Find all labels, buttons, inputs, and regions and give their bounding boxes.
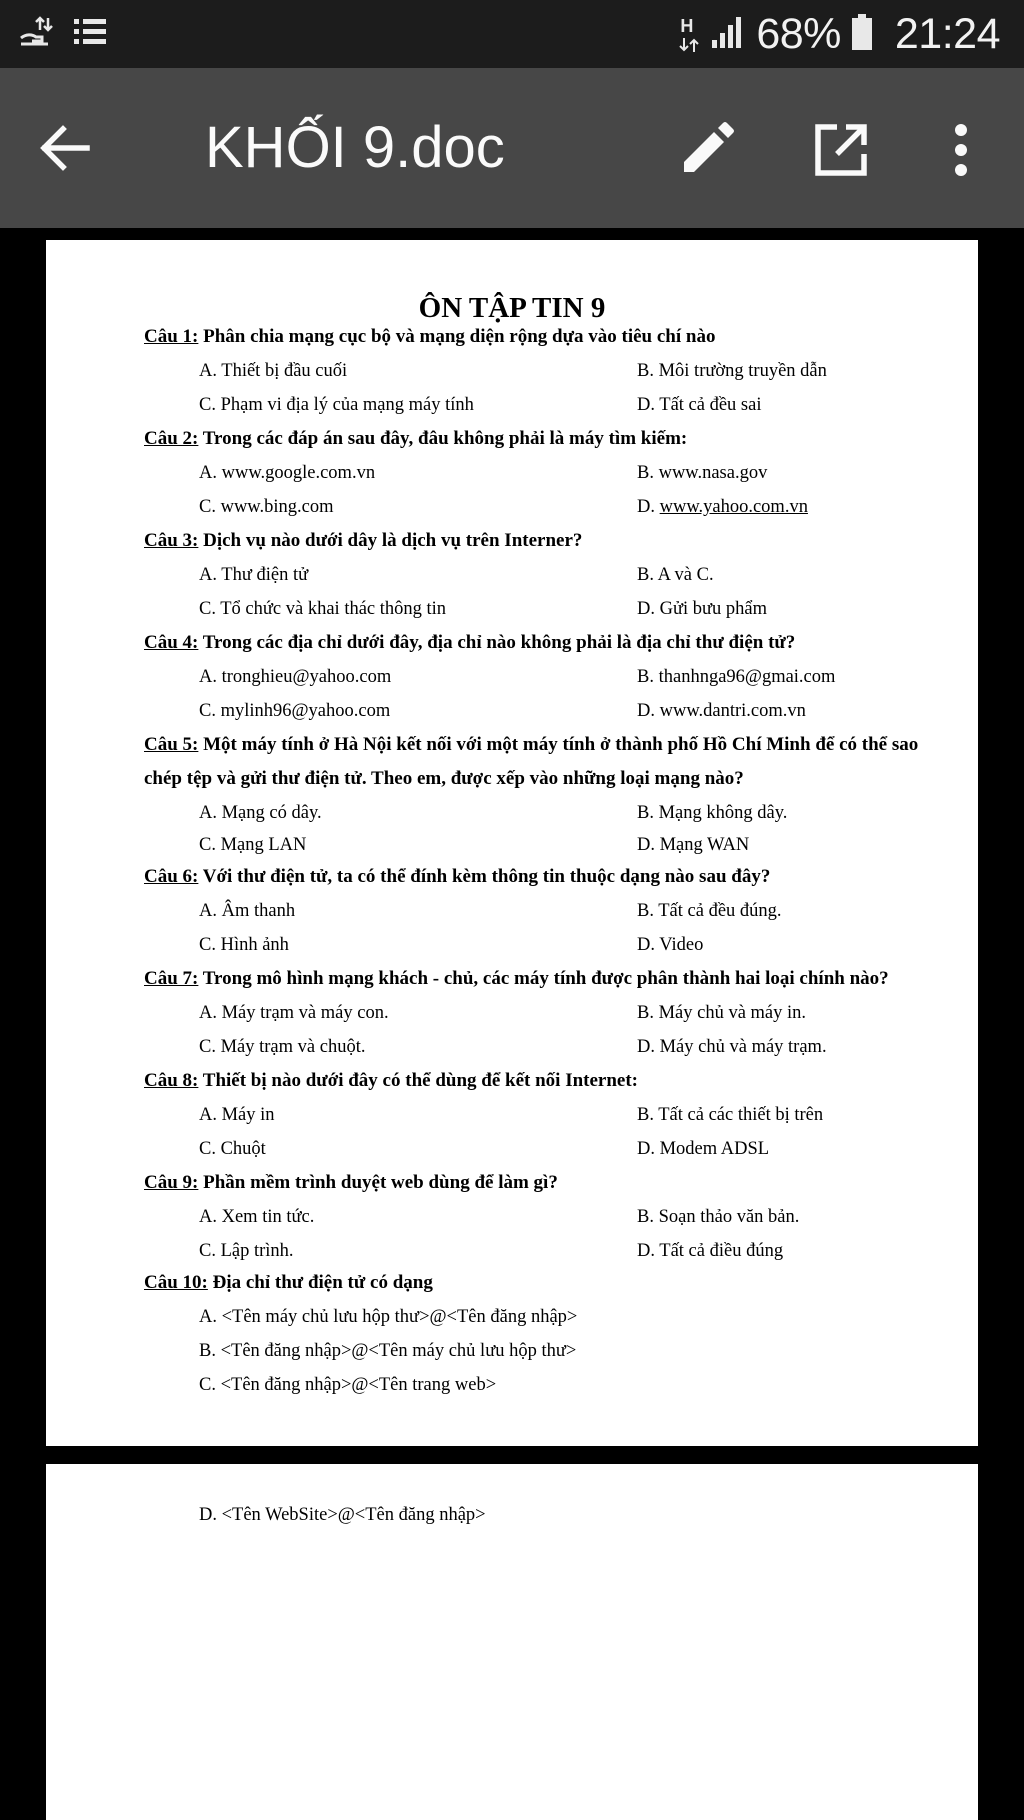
back-arrow-icon — [39, 124, 91, 172]
question-number: Câu 8: — [144, 1070, 199, 1091]
answer-b: B. Mạng không dây. — [637, 803, 788, 823]
answer-b: B. Máy chủ và máy in. — [637, 1003, 807, 1023]
question-3 — [144, 524, 934, 558]
status-left-icons — [18, 14, 108, 55]
question-text: Trong mô hình mạng khách - chủ, các máy tính được phân thành hai loại chính nào? — [198, 968, 889, 989]
battery-icon — [851, 13, 873, 56]
answer-c: C. mylinh96@yahoo.com — [199, 701, 391, 721]
answer-c: C. Máy trạm và chuột. — [199, 1037, 366, 1057]
question-2 — [144, 422, 934, 456]
edit-button[interactable] — [670, 114, 742, 186]
question-number: Câu 3: — [144, 530, 199, 551]
signal-strength-icon — [710, 14, 746, 55]
question-text: Với thư điện tử, ta có thể đính kèm thông tin thuộc dạng nào sau đây? — [198, 866, 771, 887]
document-page — [46, 240, 978, 1446]
question-text: Trong các địa chỉ dưới đây, địa chỉ nào không phải là địa chỉ thư điện tử? — [198, 632, 796, 653]
question-10 — [144, 1266, 934, 1300]
answer-a: A. Thiết bị đầu cuối — [199, 361, 348, 381]
question-number: Câu 1: — [144, 326, 199, 347]
open-in-new-icon — [813, 122, 869, 178]
answer-a: A. Máy in — [199, 1105, 275, 1125]
answer-b: B. Tất cả các thiết bị trên — [637, 1105, 824, 1125]
answer-b: B. <Tên đăng nhập>@<Tên máy chủ lưu hộp thư> — [199, 1341, 577, 1361]
answer-d: D. www.dantri.com.vn — [637, 701, 806, 721]
question-7 — [144, 962, 934, 996]
answer-d: D. Modem ADSL — [637, 1139, 770, 1159]
answer-d: D. Tất cả đều sai — [637, 395, 762, 415]
answer-b: B. Soạn thảo văn bản. — [637, 1207, 800, 1227]
list-notification-icon — [72, 14, 108, 55]
question-5 — [144, 728, 934, 796]
question-4 — [144, 626, 934, 660]
answer-a: A. Máy trạm và máy con. — [199, 1003, 389, 1023]
pencil-icon — [676, 120, 736, 180]
question-6 — [144, 860, 934, 894]
question-text: Trong các đáp án sau đây, đâu không phải là máy tìm kiếm: — [198, 428, 688, 449]
answer-c: C. Hình ảnh — [199, 935, 289, 955]
clock: 21:24 — [894, 9, 1000, 58]
answer-d: D. <Tên WebSite>@<Tên đăng nhập> — [199, 1505, 486, 1525]
answer-d-prefix: D. — [637, 497, 660, 517]
question-9 — [144, 1166, 934, 1200]
answer-a: A. Mạng có dây. — [199, 803, 322, 823]
document-title: KHỐI 9.doc — [205, 115, 505, 180]
question-number: Câu 6: — [144, 866, 199, 887]
question-text: Dịch vụ nào dưới dây là dịch vụ trên Interner? — [198, 530, 583, 551]
answer-b: B. thanhnga96@gmai.com — [637, 667, 836, 687]
answer-c: C. Phạm vi địa lý của mạng máy tính — [199, 395, 474, 415]
answer-d: D. Video — [637, 935, 704, 955]
answer-c: C. Mạng LAN — [199, 835, 307, 855]
question-number: Câu 7: — [144, 968, 199, 989]
question-number: Câu 5: — [144, 734, 199, 755]
document-heading: ÔN TẬP TIN 9 — [418, 292, 606, 324]
answer-a: A. tronghieu@yahoo.com — [199, 667, 392, 687]
download-notification-icon — [18, 14, 54, 55]
answer-d: D. Tất cả điều đúng — [637, 1241, 784, 1261]
network-type-label: H — [680, 16, 694, 36]
answer-d: D. Mạng WAN — [637, 835, 750, 855]
answer-a: A. Thư điện tử — [199, 565, 309, 585]
document-page — [46, 1464, 978, 1820]
question-text: Một máy tính ở Hà Nội kết nối với một máy tính ở thành phố Hồ Chí Minh để có thể sao chép tệp và gửi thư điện tử. Theo em, được xếp vào những loại mạng nào? — [144, 734, 919, 789]
answer-d: D. Gửi bưu phẩm — [637, 599, 768, 619]
answer-c: C. Tổ chức và khai thác thông tin — [199, 599, 447, 619]
answer-a: A. Âm thanh — [199, 901, 296, 921]
answer-a: A. Xem tin tức. — [199, 1207, 315, 1227]
answer-d: D. Máy chủ và máy trạm. — [637, 1037, 827, 1057]
answer-a: A. www.google.com.vn — [199, 463, 376, 483]
question-number: Câu 10: — [144, 1272, 208, 1293]
app-bar — [0, 68, 1024, 228]
more-vert-icon — [951, 122, 971, 178]
status-right-icons — [678, 8, 1000, 60]
answer-b: B. Tất cả đều đúng. — [637, 901, 782, 921]
question-text: Địa chỉ thư điện tử có dạng — [207, 1272, 433, 1293]
question-8 — [144, 1064, 934, 1098]
answer-d-link[interactable]: www.yahoo.com.vn — [659, 497, 808, 517]
open-in-new-button[interactable] — [805, 114, 877, 186]
answer-d — [637, 490, 808, 524]
question-text: Phân chia mạng cục bộ và mạng diện rộng dựa vào tiêu chí nào — [198, 326, 716, 347]
battery-percent: 68% — [756, 9, 841, 58]
question-number: Câu 9: — [144, 1172, 199, 1193]
answer-c: C. <Tên đăng nhập>@<Tên trang web> — [199, 1375, 497, 1395]
status-bar — [0, 0, 1024, 68]
document-viewer[interactable] — [0, 228, 1024, 1820]
question-1 — [144, 320, 934, 354]
answer-c: C. Lập trình. — [199, 1241, 294, 1261]
answer-c: C. Chuột — [199, 1139, 266, 1159]
question-number: Câu 2: — [144, 428, 199, 449]
network-type-icon — [678, 14, 700, 54]
answer-c: C. www.bing.com — [199, 497, 334, 517]
back-button[interactable] — [30, 118, 100, 178]
answer-b: B. Môi trường truyền dẫn — [637, 361, 827, 381]
more-options-button[interactable] — [925, 114, 997, 186]
answer-b: B. A và C. — [637, 565, 714, 585]
answer-b: B. www.nasa.gov — [637, 463, 768, 483]
question-number: Câu 4: — [144, 632, 199, 653]
answer-a: A. <Tên máy chủ lưu hộp thư>@<Tên đăng nhập> — [199, 1307, 578, 1327]
question-text: Phần mềm trình duyệt web dùng để làm gì? — [198, 1172, 558, 1193]
question-text: Thiết bị nào dưới đây có thể dùng để kết nối Internet: — [198, 1070, 639, 1091]
